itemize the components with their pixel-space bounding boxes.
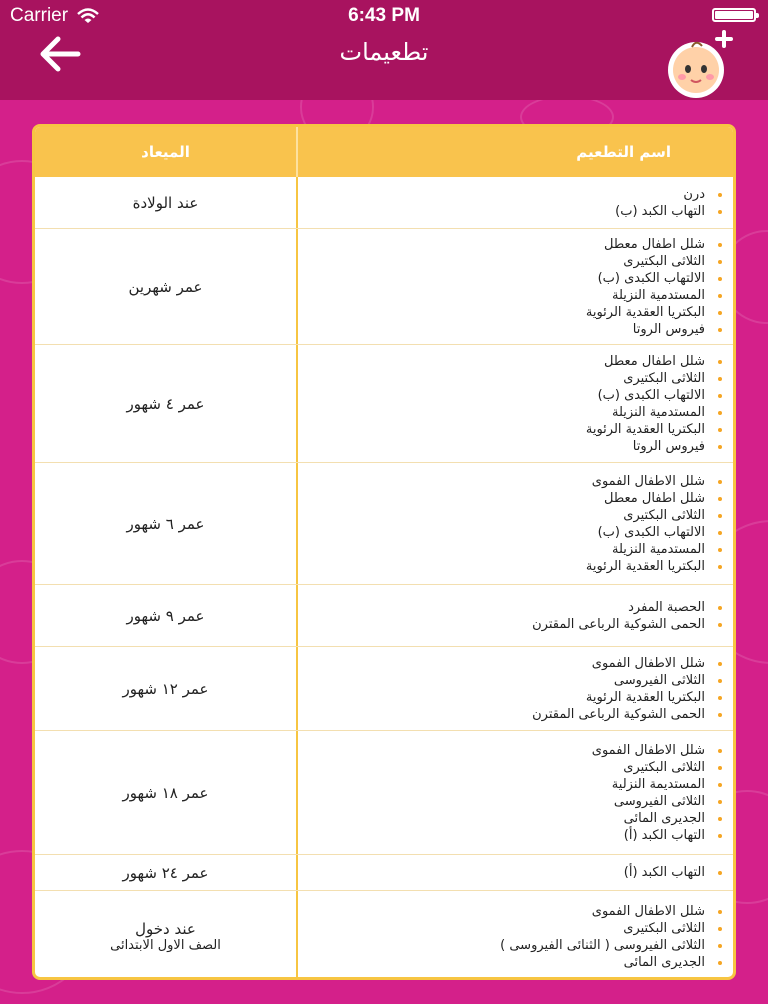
- schedule-cell: عند الولادة: [35, 177, 298, 228]
- vaccine-item: الحمى الشوكية الرباعى المقترن: [298, 616, 733, 633]
- table-row: [35, 177, 733, 229]
- battery-icon: [712, 8, 756, 22]
- vaccine-item: الالتهاب الكبدى (ب): [298, 524, 733, 541]
- vaccine-item: الثلاثى البكتيرى: [298, 370, 733, 387]
- page-title: تطعيمات: [339, 38, 429, 66]
- schedule-cell: [35, 891, 298, 980]
- vaccine-item: شلل الاطفال الفموى: [298, 742, 733, 759]
- table-row: [35, 891, 733, 980]
- vaccine-item: شلل اطفال معطل: [298, 353, 733, 370]
- schedule-line: عند دخول: [135, 919, 196, 938]
- vaccine-item: المستدمية النزيلة: [298, 287, 733, 304]
- vaccine-list: [298, 891, 733, 980]
- table-row: [35, 647, 733, 731]
- schedule-cell: عمر ٤ شهور: [35, 345, 298, 462]
- vaccine-list: [298, 855, 733, 890]
- vaccine-item: الحصبة المفرد: [298, 599, 733, 616]
- vaccine-list: [298, 647, 733, 730]
- vaccine-item: الثلاثى البكتيرى: [298, 507, 733, 524]
- vaccine-list: [298, 229, 733, 344]
- vaccine-item: التهاب الكبد (ب): [298, 203, 733, 220]
- schedule-cell: عمر ٦ شهور: [35, 463, 298, 584]
- vaccine-item: الثلاثى البكتيرى: [298, 759, 733, 776]
- vaccine-item: الثلاثى الفيروسى ( الثنائى الفيروسى ): [298, 937, 733, 954]
- vaccine-item: الالتهاب الكبدى (ب): [298, 387, 733, 404]
- header-schedule: الميعاد: [35, 127, 298, 177]
- table-row: [35, 229, 733, 345]
- nav-bar: [0, 30, 768, 100]
- vaccine-item: درن: [298, 186, 733, 203]
- vaccine-item: شلل الاطفال الفموى: [298, 473, 733, 490]
- schedule-cell: عمر ١٢ شهور: [35, 647, 298, 730]
- vaccine-item: الثلاثى البكتيرى: [298, 920, 733, 937]
- table-row: [35, 731, 733, 855]
- vaccine-item: المستدمية النزيلة: [298, 541, 733, 558]
- table-row: [35, 345, 733, 463]
- vaccine-item: الحمى الشوكية الرباعى المقترن: [298, 706, 733, 723]
- vaccine-item: التهاب الكبد (أ): [298, 827, 733, 844]
- table-row: [35, 463, 733, 585]
- table-row: [35, 855, 733, 891]
- vaccine-item: فيروس الروتا: [298, 321, 733, 338]
- vaccine-item: شلل اطفال معطل: [298, 490, 733, 507]
- vaccination-table: [32, 124, 736, 980]
- vaccine-list: [298, 585, 733, 646]
- vaccine-item: الثلاثى البكتيرى: [298, 253, 733, 270]
- schedule-cell: عمر ٩ شهور: [35, 585, 298, 646]
- vaccine-item: البكتريا العقدية الرئوية: [298, 304, 733, 321]
- table-header: [35, 127, 733, 177]
- vaccine-item: الجديرى المائى: [298, 810, 733, 827]
- vaccine-list: [298, 345, 733, 462]
- vaccine-item: البكتريا العقدية الرئوية: [298, 689, 733, 706]
- status-time: 6:43 PM: [348, 5, 420, 26]
- schedule-cell: عمر ١٨ شهور: [35, 731, 298, 854]
- baby-plus-icon[interactable]: [662, 26, 738, 102]
- vaccine-item: الثلاثى الفيروسى: [298, 672, 733, 689]
- vaccine-item: شلل الاطفال الفموى: [298, 903, 733, 920]
- vaccine-item: المستدمية النزيلة: [298, 404, 733, 421]
- vaccine-item: المستديمة النزلية: [298, 776, 733, 793]
- vaccine-item: البكتريا العقدية الرئوية: [298, 558, 733, 575]
- vaccine-item: الالتهاب الكبدى (ب): [298, 270, 733, 287]
- table-body: [35, 177, 733, 980]
- vaccine-item: شلل الاطفال الفموى: [298, 655, 733, 672]
- table-row: [35, 585, 733, 647]
- vaccine-item: الجديرى المائى: [298, 954, 733, 971]
- vaccine-list: [298, 731, 733, 854]
- schedule-line: الصف الاول الابتدائى: [110, 937, 221, 953]
- vaccine-item: البكتريا العقدية الرئوية: [298, 421, 733, 438]
- header-vaccine-name: اسم التطعيم: [576, 143, 671, 161]
- vaccine-item: التهاب الكبد (أ): [298, 864, 733, 881]
- vaccine-item: الثلاثى الفيروسى: [298, 793, 733, 810]
- status-bar: [0, 0, 768, 30]
- vaccine-item: شلل اطفال معطل: [298, 236, 733, 253]
- schedule-cell: عمر شهرين: [35, 229, 298, 344]
- vaccine-list: [298, 177, 733, 228]
- vaccine-list: [298, 463, 733, 584]
- carrier-label: Carrier: [10, 5, 69, 26]
- schedule-cell: عمر ٢٤ شهور: [35, 855, 298, 890]
- vaccine-item: فيروس الروتا: [298, 438, 733, 455]
